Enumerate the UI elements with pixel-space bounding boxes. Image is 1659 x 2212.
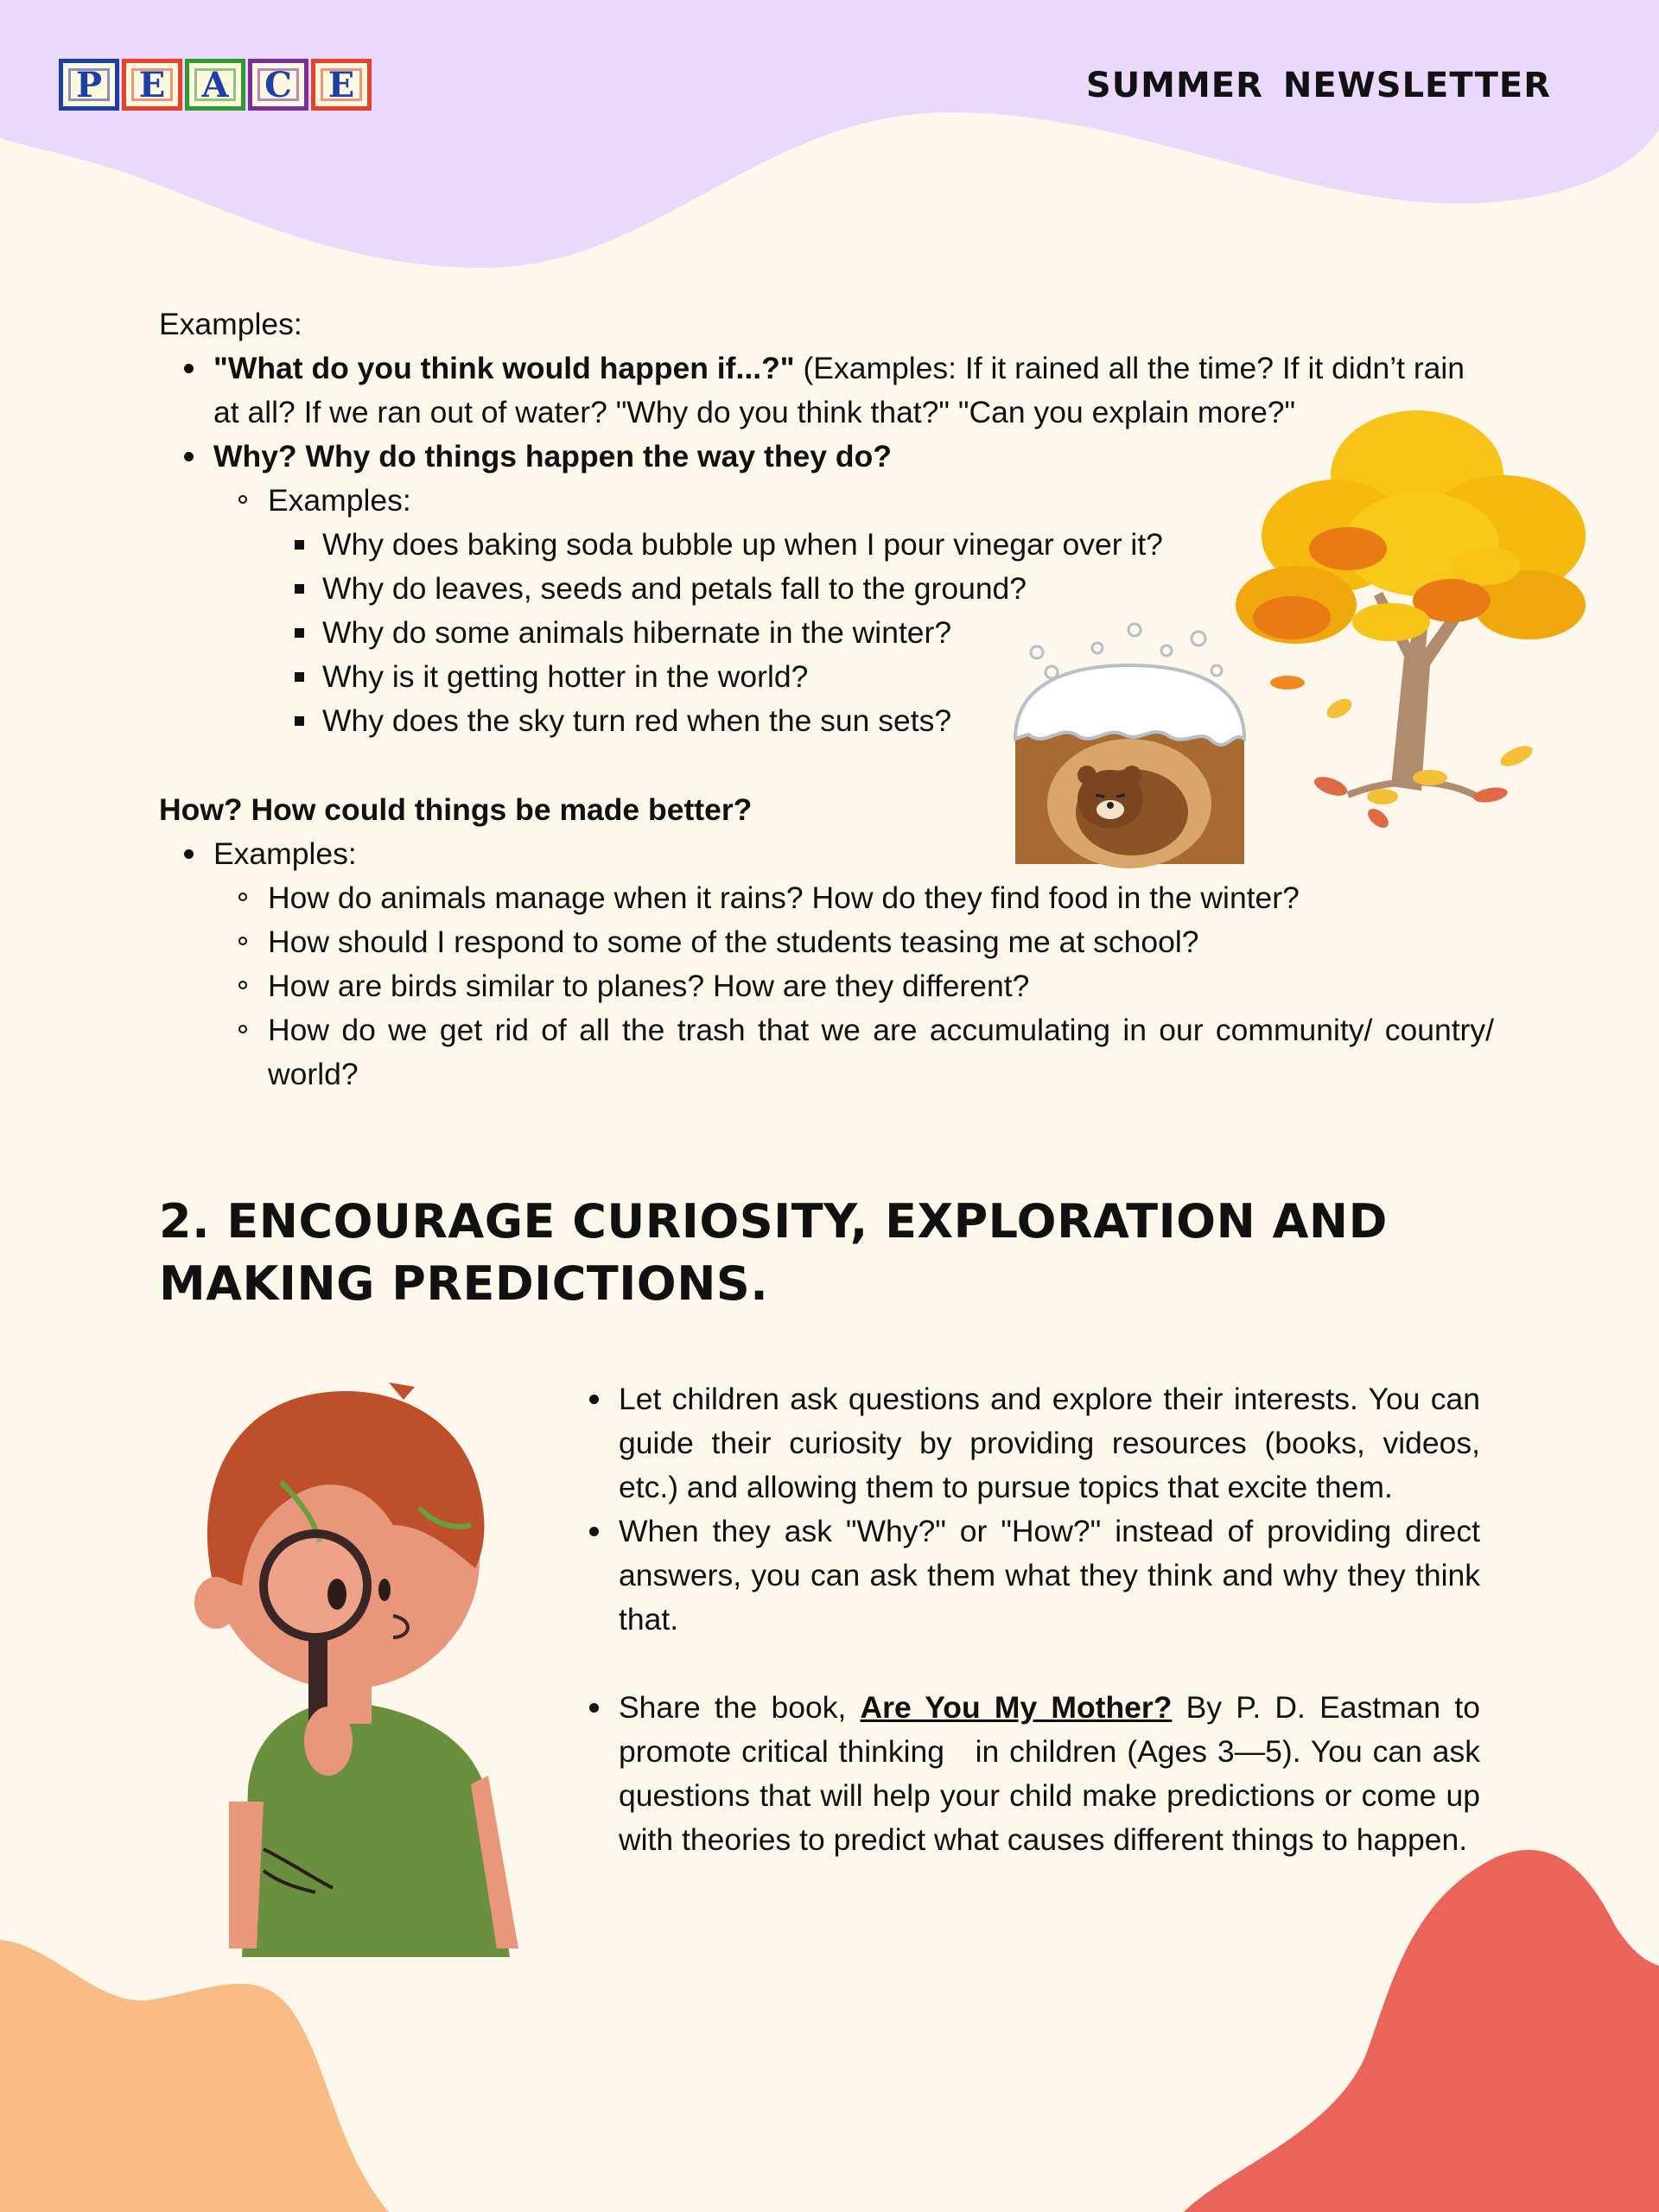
why-items [268,523,1494,743]
top-wave [0,0,1659,268]
bottom-right-blob [1184,1850,1659,2212]
list-item: Let children ask questions and explore their interests. You can guide their curiosity by providing resources (books, videos, etc.) and allowing them to pursue topics that excite them. [619,1377,1480,1510]
logo-block-p [59,59,119,111]
boy-magnifier-illustration [177,1352,531,1957]
book-description: By P. D. Eastman to promote critical thinking in children (Ages 3—5). You can ask questions that will help your child make predictions or come up with theories to predict what causes different things to happen. [619,1690,1489,1857]
list-item [213,832,1494,1096]
what-if-examples: (Examples: If it rained all the time? If it didn’t rain at all? If we ran out of water? "Why do you think that?" "Can you explain more?" [213,351,1465,429]
why-examples-label: Examples: [268,483,411,518]
list-item: When they ask "Why?" or "How?" instead of providing direct answers, you can ask them what they think and why they think that. [619,1510,1480,1642]
list-item: How are birds similar to planes? How are they different? [268,964,1494,1008]
list-item: Why is it getting hotter in the world? [322,655,1494,699]
list-item: Why do leaves, seeds and petals fall to the ground? [322,567,1494,611]
book-intro: Share the book, [619,1690,861,1725]
list-item: Why do some animals hibernate in the winter? [322,611,1494,655]
logo-letter: A [201,64,229,105]
list-item [619,1686,1489,1862]
logo-block-e [122,59,182,111]
how-heading: How? How could things be made better? [159,792,753,827]
how-examples-label: Examples: [213,836,357,871]
why-question: Why? Why do things happen the way they do? [213,439,892,474]
newsletter-title: SUMMER NEWSLETTER [1085,66,1551,105]
list-item: How do animals manage when it rains? How do they find food in the winter? [268,876,1494,920]
logo-letter: P [75,64,103,105]
bottom-left-blob [0,1940,389,2212]
examples-intro: Examples: [159,307,302,341]
list-item: Why does the sky turn red when the sun sets? [322,699,1494,743]
list-item: How do we get rid of all the trash that we are accumulating in our community/ country/ world? [268,1008,1494,1096]
logo-letter: E [327,64,355,105]
logo-letter: C [264,64,292,105]
peace-logo [59,59,372,111]
list-item: Why does baking soda bubble up when I pour vinegar over it? [322,523,1494,567]
how-list [159,832,1494,1096]
list-item: How should I respond to some of the students teasing me at school? [268,920,1494,964]
what-if-question: "What do you think would happen if...?" [213,351,795,385]
how-items [213,876,1494,1096]
why-sublist [213,479,1494,743]
list-item [213,346,1494,435]
section2-body [564,1377,1489,1862]
curiosity-list [564,1377,1489,1862]
section1-lower [159,788,1494,1096]
list-item [213,435,1494,743]
book-title-link[interactable]: Are You My Mother? [860,1690,1173,1725]
logo-block-a [185,59,245,111]
logo-block-c [248,59,308,111]
section1-upper [159,302,1494,743]
questions-list [159,346,1494,743]
logo-block-e2 [311,59,372,111]
section2-heading: 2. ENCOURAGE CURIOSITY, EXPLORATION AND MAKING PREDICTIONS. [159,1194,1388,1311]
logo-letter: E [138,64,166,105]
list-item [268,479,1494,743]
